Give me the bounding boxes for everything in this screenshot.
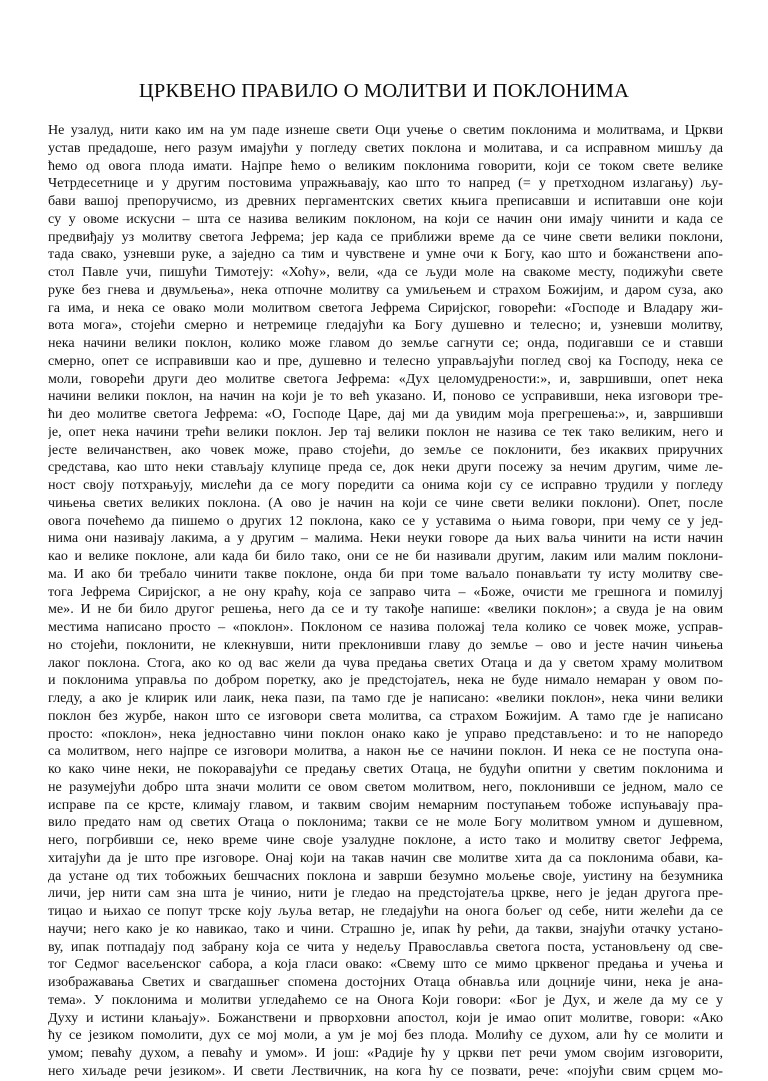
body-line: нима они називају лакима, а у другим – малима. Неки неуки говоре да њих ваља чинити на исти начин: [48, 530, 723, 547]
body-line: јесте величанствен, ако човек може, право стојећи, до земље се поклонити, без икаквих приручних: [48, 441, 723, 458]
body-line: ћемо од овога плода имати. Најпре ћемо о великим поклонима говорити, који се током свете велике: [48, 157, 723, 174]
body-line: устав предадоше, него разум имајући у погледу светих поклона и молитава, и са исправном мишљу да: [48, 139, 723, 156]
body-line: су у овоме искусни – шта се назива великим поклоном, на који се начин они имају чинити и када се: [48, 210, 723, 227]
body-line: ћу се језиком помолити, дух се мој моли, а ум је мој без плода. Молићу се духом, али ћу се молити и: [48, 1027, 723, 1044]
body-line: ма. И ако би требало чинити такве поклоне, онда би при томе ваљало понављати ту исту молитву све-: [48, 565, 723, 582]
body-line: вило предато нам од светих Отаца о поклонима; такви се не моле Богу молитвом умном и душевном,: [48, 814, 723, 831]
body-line: чињења светих великих поклона. (А ово је начин на који се чине свети велики поклони). Опет, после: [48, 494, 723, 511]
body-line: поклон без журбе, након што се изговори света молитва, са страхом Божијим. А тамо где је написано: [48, 707, 723, 724]
body-line: Не узалуд, нити како им на ум паде изнеше свети Оци учење о светим поклонима и молитвама, и Цркви: [48, 122, 723, 138]
body-line: хитајући да је што пре изговоре. Онај који на такав начин све молитве хита да са поклонима обави, ка-: [48, 849, 723, 866]
body-line: средстава, као што неки стављају клупице преда се, док неки други посежу за нечим другим, чиме ле-: [48, 459, 723, 476]
body-line: ву, ипак потпадају под забрану која се чита у недељу Православља светога поста, установљену од све-: [48, 938, 723, 955]
document-body: [48, 122, 723, 1081]
body-line: лаког поклона. Стога, ако ко од вас жели да чува предања светих Отаца и да у светом храму молитвом: [48, 654, 723, 671]
body-line: моли, говорећи други део молитве светога Јефрема: «Дух целомудрености:», и, завршивши, опет нека: [48, 370, 723, 387]
body-line: не разумејући добро шта значи молити се овом светом молитвом, него, поклонивши се једном, мало се: [48, 778, 723, 795]
body-line: местима написано просто – «поклон». Поклоном се назива положај тела колико се човек може, усправ-: [48, 619, 723, 635]
body-line: Четрдесетнице и у другим постовима упражњавају, као што то напред (= у претходном излагању) љу-: [48, 175, 723, 192]
body-line: ме». И не би било другог решења, него да се и ту такође напише: «велики поклон»; а свуда је на овим: [48, 601, 723, 618]
body-line: него хиљаде речи језиком». И свети Лествичник, на кога ћу се позвати, рече: «појући свим срцем мо-: [48, 1062, 723, 1079]
body-line: ност своју потхрањују, мислећи да се могу поредити са онима који су се исправно трудили у погледу: [48, 477, 723, 493]
body-line: са молитвом, него најпре се изговори молитва, а након ње се начини поклон. И нека се не поступа она-: [48, 743, 723, 760]
body-line: просто: «поклон», нека једноставно чини поклон онако како је управо представљено: и то не напоредо: [48, 725, 723, 742]
body-line: тога Јефрема Сиријског, а не ону краћу, која се заправо чита – «Боже, очисти ме грешнога и помилуј: [48, 583, 723, 600]
body-line: Духу и истини клањају». Божанствени и прворховни апостол, који је имао опит молитве, говори: «Ако: [48, 1009, 723, 1026]
body-line: смерно, опет се исправивши као и пре, душевно и телесно управљајући поглед свој ка Господу, нека се: [48, 352, 723, 369]
body-line: да устане од тих тобожњих бешчасних поклона и заврши безумно мољење своје, уистину на безумника: [48, 867, 723, 884]
body-line: вота мога», стојећи смерно и нетремице гледајући ка Богу душевно и телесно; и, узневши молитву,: [48, 317, 723, 334]
body-line: је, опет нека начини трећи велики поклон. Јер тај велики поклон не назива се тек тако великим, него и: [48, 423, 723, 440]
body-line: овога почећемо да пишемо о других 12 поклона, како се у уставима о њима говори, при чему се у јед-: [48, 512, 723, 529]
body-line: изображавања Светих и свагдашњег спомена достојних Отаца обнавља или доцније чини, нека је ана-: [48, 974, 723, 990]
body-line: ко како чине неки, не покоравајући се предању светих Отаца, не будући опитни у светим поклонима и: [48, 761, 723, 777]
body-line: и поклонима управља по добром поретку, ако је предстојатељ, нека не буде нимало немаран у овом по-: [48, 672, 723, 689]
body-line: тог Седмог васељенског сабора, а која гласи овако: «Свему што се мимо црквеног предања и учења и: [48, 956, 723, 973]
body-line: руке без гнева и двумљења», нека отпочне молитву са умиљењем и страхом Божијим, и даром суза, ако: [48, 281, 723, 298]
body-line: начини велики поклон, на начин на који је то већ указано. И, поново се усправивши, нека изговори тре-: [48, 388, 723, 405]
body-line: стол Павле учи, пишући Тимотеју: «Хоћу», вели, «да се људи моле на свакоме месту, подижући свете: [48, 264, 723, 280]
body-line: гледу, а ако је клирик или лаик, нека пази, па тамо где је написано: «велики поклон», нека чини велики: [48, 690, 723, 706]
body-line: предвиђају уз молитву светога Јефрема; јер када се приближи време да се чине свети велики поклони,: [48, 228, 723, 245]
body-line: умом; певаћу духом, а певаћу и умом». И још: «Радије ћу у цркви пет речи умом својим изговорити,: [48, 1045, 723, 1061]
body-line: бави вашој препоручисмо, из древних пергаментских светих књига преписавши и испитавши оне који: [48, 193, 723, 209]
body-line: научи; него како је ко навикао, тако и чини. Страшно је, ипак ћу рећи, да такви, знајући отачку устано-: [48, 920, 723, 937]
body-line: но стојећи, поклонити, не клекнувши, нити преклонивши главу до земље – ово и јесте начин чињења: [48, 636, 723, 653]
body-line: тада свако, узневши руке, а заједно са тим и чувствене и умне очи к Богу, као што и божанствени апо-: [48, 246, 723, 263]
body-line: као и велике поклоне, али када би било тако, они се не би називали другим, лаким или малим поклони-: [48, 548, 723, 564]
document-title: ЦРКВЕНО ПРАВИЛО О МОЛИТВИ И ПОКЛОНИМА: [138, 79, 630, 102]
body-line: исправе па се крсте, климају главом, и таквим својим немарним поступањем тобоже испуњавају пра-: [48, 796, 723, 813]
body-line: нека начини велики поклон, колико може главом до земље сагнути се; онда, подигавши се и ставши: [48, 335, 723, 351]
body-line: него, погрбивши се, неко време чине своје узалудне поклоне, а исто тако и молитву светог Јефрема,: [48, 832, 723, 848]
body-line: личи, јер нити сам зна шта је чинио, нити је гледао на предстојатеља цркве, него је један другога пре-: [48, 885, 723, 902]
body-line: ћи део молитве светога Јефрема: «О, Господе Царе, дај ми да увидим моја прегрешења:», и, завршивши: [48, 406, 723, 422]
body-line: га има, и нека се овако моли молитвом светога Јефрема Сиријског, говорећи: «Господе и Владару жи-: [48, 299, 723, 316]
body-line: тицао и њихао се попут трске коју љуља ветар, не гледајући на онога бољег од себе, нити желећи да се: [48, 903, 723, 919]
body-line: тема». У поклонима и молитви угледаћемо се на Онога Који говори: «Бог је Дух, и желе да му се у: [48, 991, 723, 1008]
